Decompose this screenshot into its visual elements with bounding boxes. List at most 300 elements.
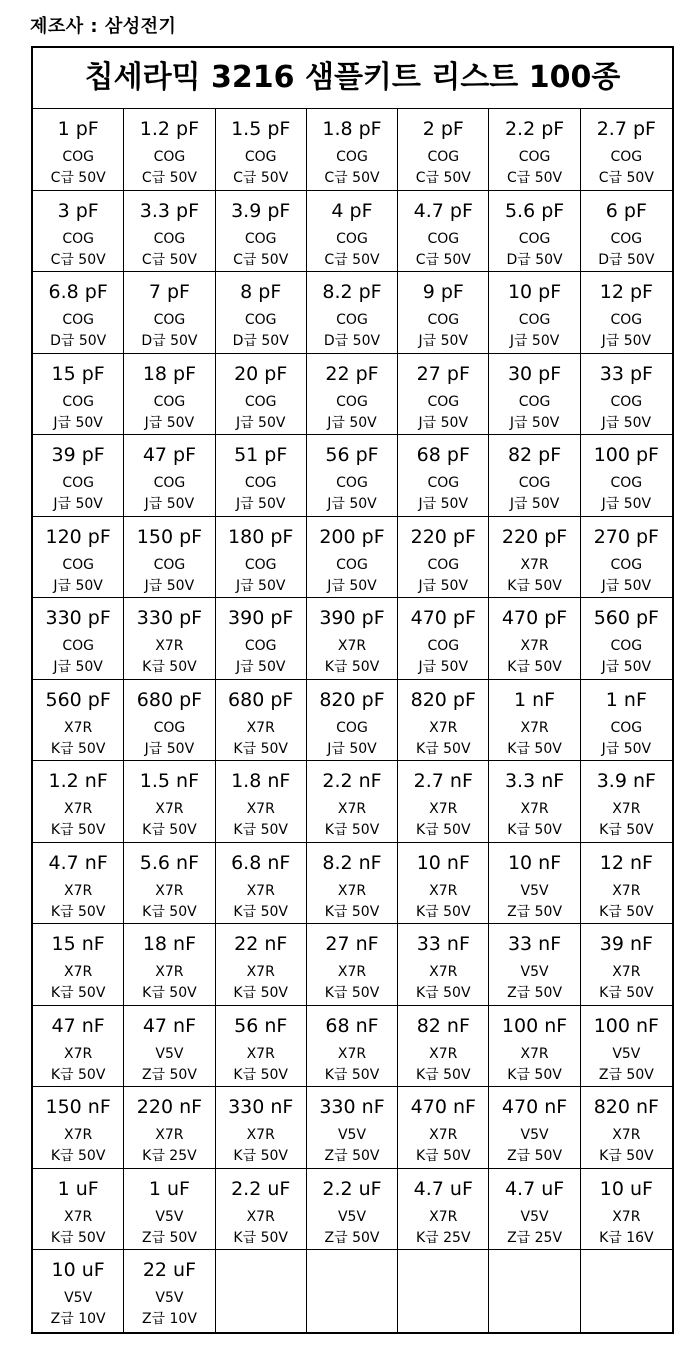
- tolerance-voltage: C급 50V: [141, 251, 197, 268]
- tolerance-voltage: D급 50V: [323, 333, 381, 349]
- capacitance-value: 330 nF: [228, 1096, 294, 1118]
- capacitor-cell: [33, 761, 124, 843]
- dielectric-type: COG: [244, 475, 277, 491]
- dielectric-type: X7R: [246, 964, 275, 980]
- capacitance-value: 1.2 pF: [139, 118, 200, 140]
- capacitor-cell: [307, 191, 398, 273]
- capacitor-cell: [124, 517, 215, 599]
- capacitance-value: 27 nF: [325, 933, 379, 955]
- tolerance-voltage: K급 50V: [233, 822, 288, 838]
- dielectric-type: V5V: [155, 1045, 184, 1062]
- capacitor-cell: [398, 924, 489, 1006]
- dielectric-type: COG: [336, 719, 368, 736]
- dielectric-type: X7R: [64, 1127, 93, 1143]
- capacitance-value: 1.2 nF: [48, 770, 108, 792]
- capacitor-cell: [33, 1169, 124, 1251]
- tolerance-voltage: K급 50V: [50, 1066, 106, 1083]
- capacitor-cell: [33, 843, 124, 925]
- capacitor-cell: [307, 354, 398, 436]
- tolerance-voltage: C급 50V: [50, 170, 106, 186]
- dielectric-type: X7R: [155, 964, 184, 980]
- dielectric-type: COG: [153, 475, 186, 491]
- dielectric-type: COG: [244, 149, 277, 165]
- capacitor-cell: [489, 435, 580, 517]
- dielectric-type: X7R: [520, 556, 549, 573]
- capacitance-value: 3.9 nF: [596, 770, 656, 792]
- capacitance-value: 6.8 nF: [231, 851, 291, 874]
- dielectric-type: COG: [427, 556, 460, 573]
- capacitance-value: 3.3 pF: [139, 199, 200, 222]
- capacitor-cell: [216, 1169, 307, 1251]
- dielectric-type: COG: [153, 230, 186, 247]
- capacitor-cell: [124, 191, 215, 273]
- tolerance-voltage: J급 50V: [601, 740, 652, 757]
- capacitor-cell: [581, 1087, 672, 1169]
- capacitor-cell: [581, 354, 672, 436]
- capacitor-cell: [307, 680, 398, 762]
- tolerance-voltage: K급 50V: [599, 985, 654, 1001]
- capacitance-value: 220 nF: [136, 1096, 203, 1118]
- tolerance-voltage: K급 50V: [233, 903, 288, 920]
- sample-kit-sheet: [31, 46, 674, 1334]
- dielectric-type: X7R: [155, 638, 184, 654]
- capacitance-value: 1.5 nF: [139, 770, 200, 792]
- tolerance-voltage: K급 50V: [507, 659, 562, 675]
- capacitor-cell: [307, 1006, 398, 1088]
- capacitance-value: 22 nF: [234, 933, 288, 955]
- capacitance-value: 39 pF: [51, 444, 105, 466]
- tolerance-voltage: Z급 50V: [598, 1066, 654, 1083]
- tolerance-voltage: K급 50V: [50, 740, 106, 757]
- dielectric-type: X7R: [337, 1045, 367, 1062]
- capacitance-value: 330 pF: [136, 607, 203, 629]
- tolerance-voltage: J급 50V: [235, 659, 286, 675]
- capacitance-value: 15 pF: [51, 362, 105, 385]
- capacitance-value: 1 uF: [148, 1177, 190, 1200]
- tolerance-voltage: D급 50V: [50, 333, 107, 349]
- dielectric-type: X7R: [155, 882, 184, 899]
- capacitance-value: 1 uF: [57, 1177, 99, 1200]
- tolerance-voltage: Z급 50V: [141, 1229, 197, 1246]
- tolerance-voltage: J급 50V: [235, 496, 286, 512]
- capacitor-cell: [216, 191, 307, 273]
- dielectric-type: COG: [153, 312, 186, 328]
- capacitor-cell: [489, 354, 580, 436]
- capacitor-cell: [33, 517, 124, 599]
- capacitor-cell: [489, 1250, 580, 1332]
- tolerance-voltage: J급 50V: [601, 414, 652, 431]
- capacitor-cell: [489, 680, 580, 762]
- tolerance-voltage: J급 50V: [144, 496, 195, 512]
- dielectric-type: COG: [610, 475, 643, 491]
- tolerance-voltage: K급 50V: [416, 903, 471, 920]
- capacitance-value: 560 pF: [45, 688, 111, 711]
- capacitance-value: 5.6 pF: [504, 199, 565, 222]
- tolerance-voltage: Z급 50V: [507, 903, 563, 920]
- capacitor-cell: [216, 761, 307, 843]
- capacitor-cell: [216, 354, 307, 436]
- capacitor-cell: [307, 435, 398, 517]
- dielectric-type: COG: [518, 230, 551, 247]
- capacitor-cell: [489, 1006, 580, 1088]
- tolerance-voltage: K급 50V: [50, 985, 106, 1001]
- capacitor-cell: [33, 109, 124, 191]
- tolerance-voltage: K급 50V: [507, 1066, 562, 1083]
- capacitance-value: 100 nF: [593, 1014, 659, 1037]
- dielectric-type: X7R: [429, 1045, 458, 1062]
- capacitor-cell: [398, 354, 489, 436]
- capacitor-cell: [216, 517, 307, 599]
- capacitance-value: 470 nF: [410, 1096, 476, 1118]
- capacitor-cell: [581, 843, 672, 925]
- dielectric-type: COG: [62, 638, 94, 654]
- capacitance-value: 680 pF: [136, 688, 203, 711]
- tolerance-voltage: J급 50V: [53, 577, 103, 594]
- tolerance-voltage: J급 50V: [601, 496, 652, 512]
- dielectric-type: COG: [336, 556, 368, 573]
- capacitor-cell: [398, 761, 489, 843]
- capacitor-cell: [33, 435, 124, 517]
- capacitance-value: 330 nF: [319, 1096, 385, 1118]
- capacitance-value: 39 nF: [599, 933, 653, 955]
- dielectric-type: X7R: [429, 964, 458, 980]
- capacitor-cell: [124, 435, 215, 517]
- capacitor-cell: [398, 598, 489, 680]
- dielectric-type: COG: [610, 312, 643, 328]
- tolerance-voltage: J급 50V: [235, 577, 286, 594]
- capacitance-value: 3 pF: [57, 199, 99, 222]
- dielectric-type: V5V: [155, 1208, 184, 1225]
- dielectric-type: X7R: [337, 638, 367, 654]
- capacitance-value: 100 nF: [501, 1014, 568, 1037]
- capacitor-cell: [581, 191, 672, 273]
- dielectric-type: COG: [244, 638, 277, 654]
- dielectric-type: COG: [153, 556, 186, 573]
- dielectric-type: X7R: [612, 964, 641, 980]
- capacitance-value: 33 pF: [599, 362, 653, 385]
- capacitor-cell: [216, 1006, 307, 1088]
- capacitance-value: 470 pF: [410, 607, 476, 629]
- capacitance-value: 18 nF: [142, 933, 197, 955]
- dielectric-type: X7R: [246, 719, 275, 736]
- capacitance-value: 30 pF: [507, 362, 562, 385]
- tolerance-voltage: C급 50V: [506, 170, 563, 186]
- tolerance-voltage: J급 50V: [601, 659, 652, 675]
- dielectric-type: COG: [518, 475, 551, 491]
- capacitor-cell: [124, 843, 215, 925]
- capacitance-value: 4.7 uF: [504, 1177, 565, 1200]
- tolerance-voltage: J급 50V: [418, 333, 469, 349]
- capacitance-value: 560 pF: [593, 607, 659, 629]
- capacitor-cell: [33, 354, 124, 436]
- dielectric-type: X7R: [246, 1127, 275, 1143]
- capacitance-value: 6.8 pF: [48, 281, 108, 303]
- tolerance-voltage: K급 50V: [142, 822, 197, 838]
- capacitance-value: 390 pF: [319, 607, 385, 629]
- capacitor-cell: [216, 1250, 307, 1332]
- capacitor-cell: [307, 598, 398, 680]
- tolerance-voltage: C급 50V: [598, 170, 654, 186]
- tolerance-voltage: D급 50V: [506, 251, 563, 268]
- tolerance-voltage: J급 50V: [144, 577, 195, 594]
- tolerance-voltage: K급 50V: [599, 1148, 654, 1164]
- dielectric-type: COG: [244, 393, 277, 410]
- tolerance-voltage: Z급 50V: [324, 1148, 380, 1164]
- tolerance-voltage: K급 50V: [416, 1066, 471, 1083]
- dielectric-type: X7R: [337, 964, 367, 980]
- dielectric-type: COG: [244, 312, 277, 328]
- capacitor-cell: [124, 272, 215, 354]
- capacitance-value: 330 pF: [45, 607, 111, 629]
- tolerance-voltage: K급 50V: [142, 659, 197, 675]
- tolerance-voltage: J급 50V: [327, 496, 377, 512]
- dielectric-type: X7R: [246, 1208, 275, 1225]
- capacitance-value: 470 nF: [501, 1096, 568, 1118]
- capacitor-cell: [307, 1250, 398, 1332]
- capacitance-value: 10 uF: [51, 1259, 105, 1281]
- capacitance-value: 220 pF: [410, 525, 476, 548]
- capacitance-value: 6 pF: [605, 199, 647, 222]
- capacitance-value: 8.2 nF: [322, 851, 382, 874]
- capacitor-cell: [216, 680, 307, 762]
- capacitance-value: 33 nF: [507, 933, 562, 955]
- capacitor-cell: [307, 1169, 398, 1251]
- dielectric-type: X7R: [155, 801, 184, 817]
- tolerance-voltage: K급 50V: [50, 822, 106, 838]
- capacitor-cell: [124, 1250, 215, 1332]
- dielectric-type: COG: [610, 638, 643, 654]
- dielectric-type: V5V: [64, 1290, 93, 1306]
- tolerance-voltage: J급 50V: [509, 333, 560, 349]
- tolerance-voltage: K급 50V: [233, 1066, 288, 1083]
- capacitance-value: 22 pF: [325, 362, 379, 385]
- capacitance-value: 82 nF: [416, 1014, 470, 1037]
- tolerance-voltage: J급 50V: [509, 496, 560, 512]
- tolerance-voltage: C급 50V: [415, 251, 471, 268]
- capacitance-value: 22 uF: [142, 1259, 197, 1281]
- capacitor-cell: [307, 109, 398, 191]
- capacitance-value: 680 pF: [228, 688, 294, 711]
- capacitor-cell: [33, 598, 124, 680]
- capacitance-value: 820 nF: [593, 1096, 659, 1118]
- capacitance-value: 2 pF: [422, 118, 464, 140]
- tolerance-voltage: D급 50V: [232, 333, 289, 349]
- dielectric-type: COG: [427, 149, 460, 165]
- capacitance-value: 47 nF: [51, 1014, 105, 1037]
- capacitance-value: 4.7 pF: [413, 199, 473, 222]
- capacitor-cell: [33, 1087, 124, 1169]
- capacitor-cell: [124, 1087, 215, 1169]
- capacitor-cell: [307, 1087, 398, 1169]
- dielectric-type: COG: [610, 719, 643, 736]
- capacitor-cell: [307, 924, 398, 1006]
- tolerance-voltage: C급 50V: [233, 251, 289, 268]
- capacitance-value: 27 pF: [416, 362, 470, 385]
- dielectric-type: COG: [518, 393, 551, 410]
- dielectric-type: COG: [336, 393, 368, 410]
- capacitance-value: 4 pF: [331, 199, 373, 222]
- capacitor-cell: [124, 109, 215, 191]
- capacitance-value: 2.7 pF: [596, 118, 656, 140]
- tolerance-voltage: K급 50V: [233, 1229, 288, 1246]
- capacitor-cell: [33, 1250, 124, 1332]
- dielectric-type: COG: [336, 475, 368, 491]
- dielectric-type: X7R: [337, 801, 367, 817]
- capacitance-value: 10 pF: [507, 281, 562, 303]
- capacitor-cell: [124, 761, 215, 843]
- capacitor-cell: [33, 1006, 124, 1088]
- dielectric-type: X7R: [246, 1045, 275, 1062]
- capacitor-cell: [398, 435, 489, 517]
- capacitance-value: 470 pF: [501, 607, 568, 629]
- dielectric-type: X7R: [612, 1208, 641, 1225]
- capacitor-cell: [581, 924, 672, 1006]
- capacitance-value: 7 pF: [148, 281, 190, 303]
- dielectric-type: COG: [244, 230, 277, 247]
- tolerance-voltage: K급 50V: [507, 740, 562, 757]
- capacitor-cell: [216, 435, 307, 517]
- dielectric-type: X7R: [64, 882, 93, 899]
- capacitor-cell: [581, 517, 672, 599]
- dielectric-type: COG: [518, 149, 551, 165]
- capacitor-cell: [124, 680, 215, 762]
- tolerance-voltage: J급 50V: [53, 414, 103, 431]
- tolerance-voltage: K급 50V: [507, 822, 562, 838]
- capacitance-value: 1 nF: [514, 688, 556, 711]
- capacitor-cell: [307, 517, 398, 599]
- tolerance-voltage: J급 50V: [144, 414, 195, 431]
- tolerance-voltage: K급 50V: [416, 740, 471, 757]
- tolerance-voltage: K급 50V: [324, 903, 380, 920]
- tolerance-voltage: K급 25V: [416, 1229, 471, 1246]
- dielectric-type: COG: [336, 149, 368, 165]
- capacitor-cell: [398, 272, 489, 354]
- capacitor-cell: [216, 272, 307, 354]
- capacitor-grid: [33, 109, 672, 1332]
- dielectric-type: V5V: [155, 1290, 184, 1306]
- capacitor-cell: [581, 435, 672, 517]
- tolerance-voltage: K급 16V: [599, 1229, 654, 1246]
- dielectric-type: X7R: [429, 882, 458, 899]
- tolerance-voltage: Z급 10V: [141, 1311, 197, 1327]
- capacitor-cell: [398, 843, 489, 925]
- capacitor-cell: [33, 191, 124, 273]
- dielectric-type: X7R: [612, 882, 641, 899]
- dielectric-type: X7R: [520, 638, 549, 654]
- dielectric-type: COG: [610, 230, 643, 247]
- capacitor-cell: [124, 354, 215, 436]
- capacitor-cell: [398, 680, 489, 762]
- capacitance-value: 4.7 uF: [413, 1177, 473, 1200]
- tolerance-voltage: K급 50V: [599, 822, 654, 838]
- capacitor-cell: [307, 272, 398, 354]
- tolerance-voltage: K급 50V: [416, 985, 471, 1001]
- dielectric-type: COG: [62, 475, 94, 491]
- capacitance-value: 47 pF: [142, 444, 197, 466]
- capacitance-value: 100 pF: [593, 444, 659, 466]
- dielectric-type: X7R: [64, 1208, 93, 1225]
- capacitor-cell: [33, 924, 124, 1006]
- capacitor-cell: [581, 1250, 672, 1332]
- dielectric-type: V5V: [337, 1127, 367, 1143]
- capacitor-cell: [124, 1006, 215, 1088]
- tolerance-voltage: J급 50V: [327, 577, 377, 594]
- capacitor-cell: [489, 109, 580, 191]
- capacitor-cell: [489, 924, 580, 1006]
- capacitance-value: 1.5 pF: [231, 118, 291, 140]
- tolerance-voltage: C급 50V: [50, 251, 106, 268]
- capacitance-value: 10 nF: [507, 851, 562, 874]
- tolerance-voltage: Z급 50V: [507, 1148, 563, 1164]
- capacitance-value: 82 pF: [507, 444, 562, 466]
- capacitance-value: 33 nF: [416, 933, 470, 955]
- tolerance-voltage: C급 50V: [141, 170, 197, 186]
- capacitance-value: 1 nF: [605, 688, 647, 711]
- dielectric-type: X7R: [520, 801, 549, 817]
- tolerance-voltage: J급 50V: [509, 414, 560, 431]
- tolerance-voltage: K급 50V: [50, 1229, 106, 1246]
- tolerance-voltage: Z급 50V: [324, 1229, 380, 1246]
- tolerance-voltage: K급 50V: [324, 985, 380, 1001]
- capacitor-cell: [124, 924, 215, 1006]
- dielectric-type: V5V: [520, 1208, 549, 1225]
- dielectric-type: X7R: [612, 801, 641, 817]
- tolerance-voltage: K급 25V: [142, 1148, 197, 1164]
- capacitor-cell: [398, 1250, 489, 1332]
- dielectric-type: X7R: [64, 1045, 93, 1062]
- capacitance-value: 20 pF: [234, 362, 288, 385]
- capacitor-cell: [581, 272, 672, 354]
- dielectric-type: X7R: [246, 801, 275, 817]
- dielectric-type: COG: [610, 556, 643, 573]
- tolerance-voltage: Z급 25V: [507, 1229, 563, 1246]
- capacitance-value: 1 pF: [57, 118, 99, 140]
- tolerance-voltage: J급 50V: [418, 496, 469, 512]
- capacitor-cell: [489, 191, 580, 273]
- capacitance-value: 56 nF: [234, 1014, 288, 1037]
- tolerance-voltage: Z급 50V: [507, 985, 563, 1001]
- dielectric-type: X7R: [64, 964, 93, 980]
- tolerance-voltage: J급 50V: [601, 577, 652, 594]
- capacitance-value: 200 pF: [319, 525, 385, 548]
- capacitor-cell: [489, 1169, 580, 1251]
- dielectric-type: COG: [62, 149, 94, 165]
- tolerance-voltage: J급 50V: [53, 496, 103, 512]
- capacitance-value: 820 pF: [319, 688, 385, 711]
- capacitance-value: 8.2 pF: [322, 281, 382, 303]
- capacitor-cell: [216, 924, 307, 1006]
- dielectric-type: COG: [518, 312, 551, 328]
- tolerance-voltage: J급 50V: [327, 414, 377, 431]
- capacitor-cell: [33, 272, 124, 354]
- capacitance-value: 2.2 uF: [231, 1177, 291, 1200]
- dielectric-type: X7R: [64, 801, 93, 817]
- capacitor-cell: [489, 843, 580, 925]
- dielectric-type: X7R: [246, 882, 275, 899]
- capacitance-value: 12 pF: [599, 281, 653, 303]
- capacitor-cell: [307, 843, 398, 925]
- sheet-title: 칩세라믹 3216 샘플키트 리스트 100종: [33, 48, 672, 109]
- tolerance-voltage: K급 50V: [416, 1148, 471, 1164]
- capacitor-cell: [581, 680, 672, 762]
- capacitance-value: 1.8 nF: [231, 770, 291, 792]
- capacitance-value: 10 nF: [416, 851, 470, 874]
- tolerance-voltage: Z급 10V: [50, 1311, 106, 1327]
- capacitor-cell: [581, 761, 672, 843]
- tolerance-voltage: J급 50V: [53, 659, 103, 675]
- capacitance-value: 8 pF: [240, 281, 282, 303]
- tolerance-voltage: J급 50V: [144, 740, 195, 757]
